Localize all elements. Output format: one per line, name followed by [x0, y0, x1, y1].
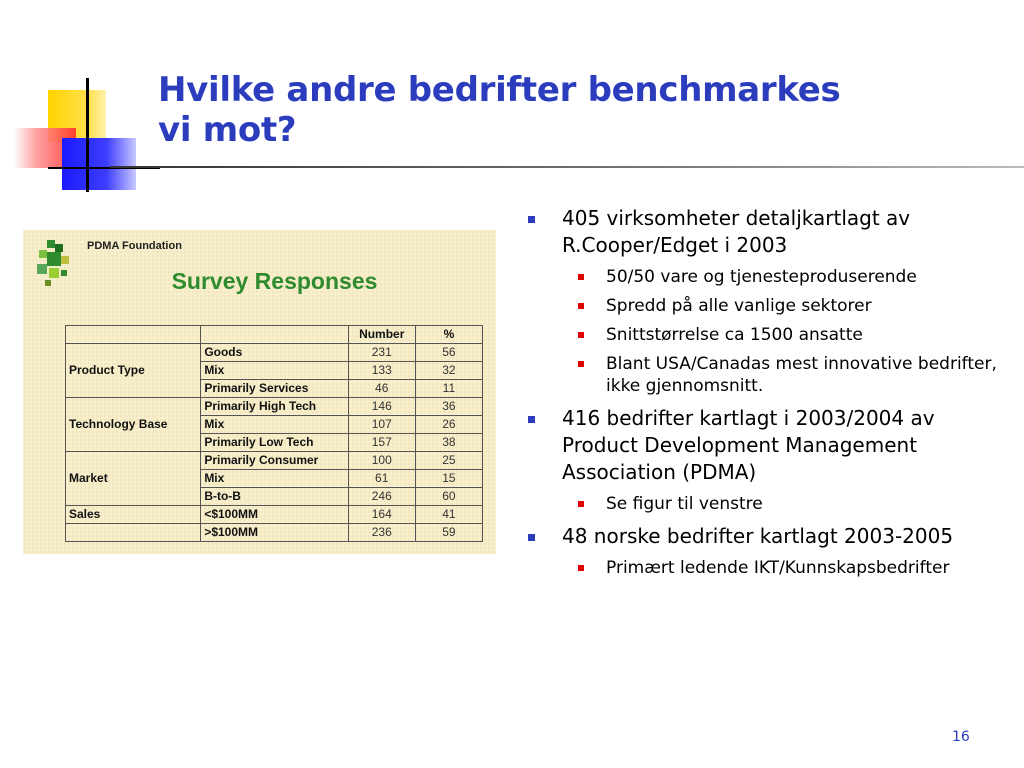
vertical-line-decoration: [86, 78, 89, 192]
category-cell: Mix: [201, 362, 348, 380]
sub-bullet-item: Primært ledende IKT/Kunnskapsbedrifter: [520, 557, 1000, 579]
percent-cell: 26: [415, 416, 482, 434]
category-cell: B-to-B: [201, 488, 348, 506]
survey-title: Survey Responses: [171, 268, 378, 294]
blue-square-decoration: [62, 138, 136, 190]
group-label-empty: [66, 524, 201, 542]
decorative-logo: [0, 0, 160, 200]
category-cell: Primarily Consumer: [201, 452, 348, 470]
group-label: Technology Base: [66, 398, 201, 452]
percent-cell: 11: [415, 380, 482, 398]
category-cell: Mix: [201, 416, 348, 434]
slide-title-line1: Hvilke andre bedrifter benchmarkes: [158, 70, 841, 110]
table-row: [66, 506, 483, 524]
bullet-item: 405 virksomheter detaljkartlagt av R.Cooper/Edget i 2003: [520, 205, 1000, 259]
sub-bullet-item: Spredd på alle vanlige sektorer: [520, 295, 1000, 317]
number-cell: 46: [348, 380, 415, 398]
table-row: [66, 452, 483, 470]
bullet-item: 48 norske bedrifter kartlagt 2003-2005: [520, 523, 1000, 550]
slide-title: [158, 70, 840, 150]
table-header: %: [415, 326, 482, 344]
number-cell: 157: [348, 434, 415, 452]
percent-cell: 59: [415, 524, 482, 542]
category-cell: >$100MM: [201, 524, 348, 542]
group-label: Product Type: [66, 344, 201, 398]
percent-cell: 36: [415, 398, 482, 416]
bullet-list: [520, 205, 1000, 587]
sub-bullet-item: Snittstørrelse ca 1500 ansatte: [520, 324, 1000, 346]
group-label: Market: [66, 452, 201, 506]
number-cell: 107: [348, 416, 415, 434]
percent-cell: 41: [415, 506, 482, 524]
survey-table: [65, 325, 483, 542]
number-cell: 146: [348, 398, 415, 416]
sub-bullet-list: [520, 557, 1000, 579]
percent-cell: 15: [415, 470, 482, 488]
sub-bullet-item: 50/50 vare og tjenesteproduserende: [520, 266, 1000, 288]
percent-cell: 60: [415, 488, 482, 506]
number-cell: 61: [348, 470, 415, 488]
number-cell: 231: [348, 344, 415, 362]
number-cell: 246: [348, 488, 415, 506]
category-cell: Primarily High Tech: [201, 398, 348, 416]
category-cell: Primarily Low Tech: [201, 434, 348, 452]
table-row: [66, 398, 483, 416]
table-header: Number: [348, 326, 415, 344]
number-cell: 164: [348, 506, 415, 524]
slide-title-line2: vi mot?: [158, 110, 297, 150]
table-header: [66, 326, 201, 344]
bullet-item: 416 bedrifter kartlagt i 2003/2004 av Product Development Management Association (PDMA): [520, 405, 1000, 486]
sub-bullet-item: Blant USA/Canadas mest innovative bedrifter, ikke gjennomsnitt.: [520, 353, 1000, 397]
number-cell: 236: [348, 524, 415, 542]
category-cell: <$100MM: [201, 506, 348, 524]
category-cell: Goods: [201, 344, 348, 362]
percent-cell: 56: [415, 344, 482, 362]
survey-image: [23, 230, 496, 554]
title-divider: [110, 166, 1024, 168]
sub-bullet-item: Se figur til venstre: [520, 493, 1000, 515]
page-number: 16: [952, 729, 970, 745]
table-header: [201, 326, 348, 344]
percent-cell: 32: [415, 362, 482, 380]
sub-bullet-list: [520, 266, 1000, 397]
number-cell: 133: [348, 362, 415, 380]
category-cell: Primarily Services: [201, 380, 348, 398]
table-row: [66, 524, 483, 542]
table-header-row: [66, 326, 483, 344]
percent-cell: 25: [415, 452, 482, 470]
pdma-org-name: PDMA Foundation: [87, 240, 182, 252]
number-cell: 100: [348, 452, 415, 470]
table-row: [66, 344, 483, 362]
sub-bullet-list: [520, 493, 1000, 515]
category-cell: Mix: [201, 470, 348, 488]
group-label: Sales: [66, 506, 201, 524]
percent-cell: 38: [415, 434, 482, 452]
